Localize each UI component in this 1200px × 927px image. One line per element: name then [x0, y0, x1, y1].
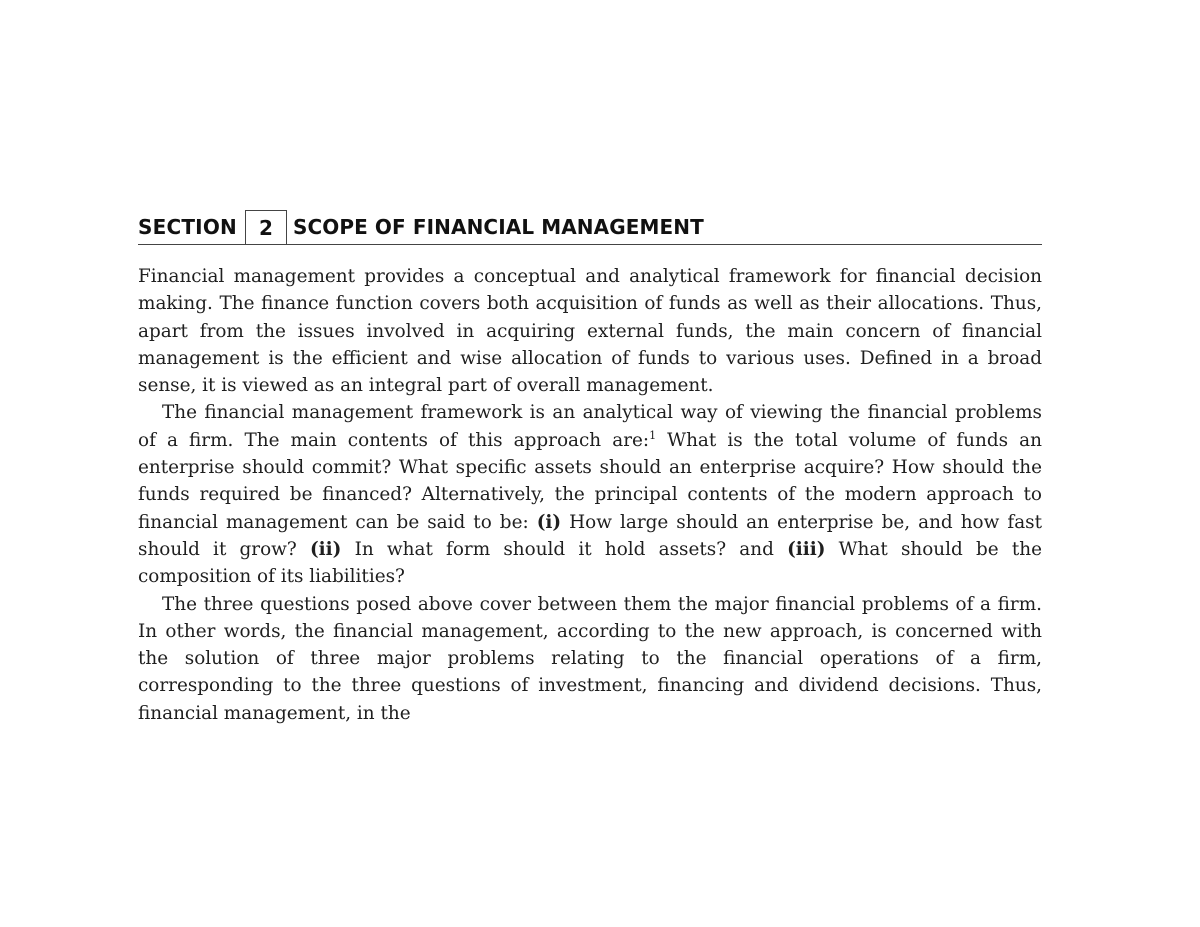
paragraph-2 — [138, 399, 1042, 590]
footnote-marker: 1 — [649, 428, 657, 442]
list-marker-ii: (ii) — [309, 538, 342, 560]
section-title: SCOPE OF FINANCIAL MANAGEMENT — [292, 215, 704, 239]
paragraph-2-text-a: The financial management framework is an analytical way of viewing the financial problems of a firm. The main contents of this approach are: — [138, 402, 1042, 451]
section-number-box: 2 — [245, 210, 287, 244]
paragraph-2-text-b: What is the total volume of funds an enterprise should commit? What specific assets should an enterprise acquire? How should the funds required be financed? Alternatively, the principal contents of the modern approach to financial management can be said to be: — [138, 429, 1042, 533]
body-text — [138, 263, 1042, 727]
paragraph-3: The three questions posed above cover between them the major financial problems of a firm. In other words, the financial management, according to the new approach, is concerned with the solution of three major problems relating to the financial operations of a firm, corresponding to the three questions of investment, financing and dividend decisions. Thus, financial management, in the — [138, 593, 1042, 724]
list-item-ii: In what form should it hold assets? and — [341, 538, 788, 560]
section-label: SECTION — [138, 215, 237, 239]
paragraph-1: Financial management provides a conceptual and analytical framework for financial decision making. The finance function covers both acquisition of funds as well as their allocations. Thus, apart from the issues involved in acquiring external funds, the main concern of financial management is the efficient and wise allocation of funds to various uses. Defined in a broad sense, it is viewed as an integral part of overall management. — [138, 266, 1042, 397]
section-header — [138, 210, 1042, 245]
list-item-iii: What should be the composition of its liabilities? — [138, 538, 1042, 588]
list-marker-iii: (iii) — [787, 538, 826, 560]
page-content — [138, 210, 1042, 727]
list-item-i: How large should an enterprise be, and how fast should it grow? — [138, 511, 1042, 560]
list-marker-i: (i) — [536, 511, 562, 533]
